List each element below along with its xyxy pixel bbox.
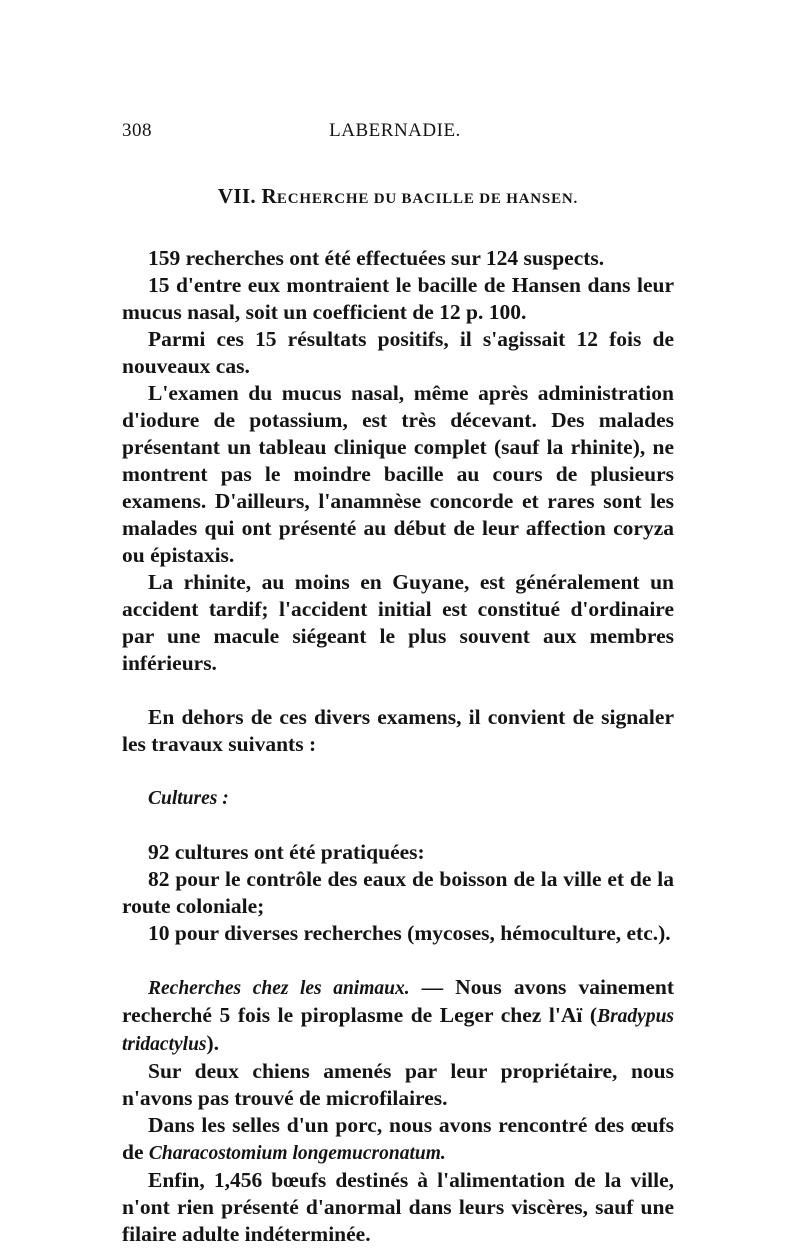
species-characostomium: Characostomium longemucronatum. bbox=[148, 1143, 446, 1164]
section-title bbox=[122, 182, 674, 213]
section-numeral: VII. bbox=[217, 184, 256, 208]
animaux-end: ). bbox=[206, 1031, 220, 1055]
spacer bbox=[122, 947, 674, 974]
paragraph-positifs-count: 15 d'entre eux montraient le bacille de Hansen dans leur mucus nasal, soit un coefficient de 12 p. 100. bbox=[122, 273, 674, 324]
paragraph-nouveaux-cas: Parmi ces 15 résultats positifs, il s'agissait 12 fois de nouveaux cas. bbox=[122, 327, 674, 378]
animaux-lead: Recherches chez les animaux. bbox=[148, 978, 410, 999]
paragraph-travaux: En dehors de ces divers examens, il convient de signaler les travaux suivants : bbox=[122, 705, 674, 756]
paragraph-boeufs: Enfin, 1,456 bœufs destinés à l'alimentation de la ville, n'ont rien présenté d'anormal dans leurs viscères, sauf une filaire adulte indéterminée. bbox=[122, 1168, 674, 1246]
porc-text: Dans les selles d'un porc, nous avons rencontré des œufs de bbox=[122, 1113, 674, 1164]
paragraph-animaux bbox=[122, 974, 674, 1058]
running-title: LABERNADIE. bbox=[329, 120, 461, 141]
section-title-rest: ECHERCHE DU BACILLE DE HANSEN. bbox=[276, 191, 579, 207]
paragraph-examen-mucus: L'examen du mucus nasal, même après administration d'iodure de potassium, est très décevant. Des malades présentant un tableau clinique complet (sauf la rhinite), ne montrent pas le moindre bacille au cours de plusieurs examens. D'ailleurs, l'anamnèse concorde et rares sont les malades qui ont présenté au début de leur affection coryza ou épistaxis. bbox=[122, 381, 674, 567]
body-text bbox=[122, 245, 674, 1248]
paragraph-porc bbox=[122, 1112, 674, 1167]
paragraph-recherches: 159 recherches ont été effectuées sur 124 suspects. bbox=[148, 246, 605, 270]
running-head-spacer bbox=[638, 118, 674, 144]
section-title-initial: R bbox=[261, 184, 277, 208]
cultures-controle-eaux: 82 pour le contrôle des eaux de boisson de la ville et de la route coloniale; bbox=[122, 867, 674, 918]
spacer bbox=[122, 758, 674, 785]
page-number: 308 bbox=[122, 120, 152, 141]
running-head bbox=[122, 118, 674, 144]
cultures-heading: Cultures : bbox=[148, 788, 229, 809]
cultures-total: 92 cultures ont été pratiquées: bbox=[148, 840, 425, 864]
paragraph-rhinite: La rhinite, au moins en Guyane, est généralement un accident tardif; l'accident initial est constitué d'ordinaire par une macule siégeant le plus souvent aux membres inférieurs. bbox=[122, 570, 674, 675]
cultures-recherches: 10 pour diverses recherches (mycoses, hémoculture, etc.). bbox=[148, 921, 671, 945]
species-bradypus: Bradypus tridactylus bbox=[122, 1006, 674, 1055]
animaux-text: — Nous avons vainement recherché 5 fois le piroplasme de Leger chez l'Aï ( bbox=[122, 975, 674, 1027]
spacer bbox=[122, 677, 674, 704]
page bbox=[122, 118, 674, 1248]
spacer bbox=[122, 812, 674, 839]
paragraph-chiens: Sur deux chiens amenés par leur propriétaire, nous n'avons pas trouvé de microfilaires. bbox=[122, 1059, 674, 1110]
